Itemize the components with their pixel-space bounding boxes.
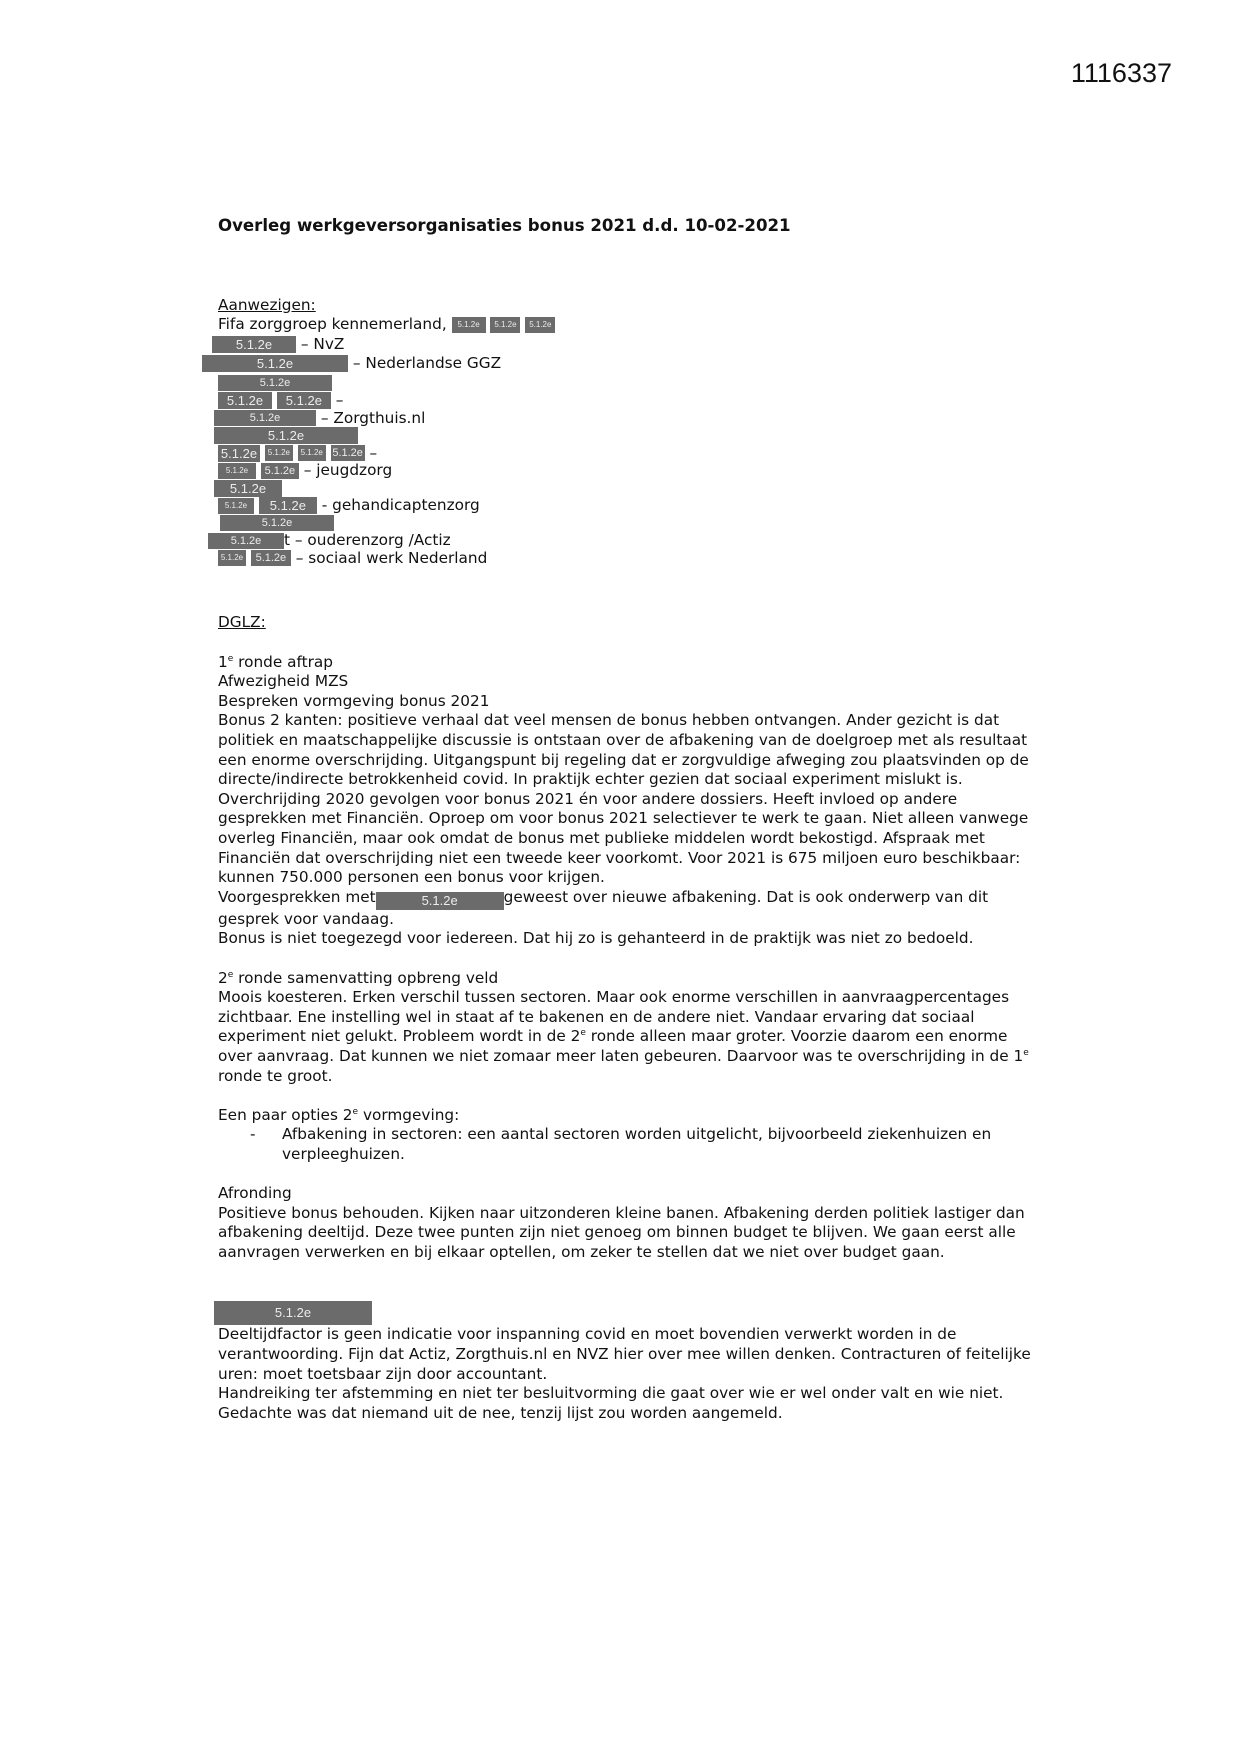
attendee-line: [218, 461, 1038, 479]
redaction-box: 5.1.2e: [218, 445, 260, 462]
dglz-paragraph: Overchrijding 2020 gevolgen voor bonus 2021 én voor andere dossiers. Heeft invloed op andere gesprekken met Financiën. Oproep om voor bonus 2021 selectiever te werk te gaan. Niet alleen vanwege overleg Financiën, maar ook omdat de bonus met publieke middelen wordt bekostigd. Afspraak met Financiën dat overschrijding niet een tweede keer voorkomt. Voor 2021 is 675 miljoen euro beschikbaar: kunnen 750.000 personen een bonus voor krijgen.: [218, 789, 1029, 887]
dglz-paragraph: Bonus is niet toegezegd voor iedereen. Dat hij zo is gehanteerd in de praktijk was niet zo bedoeld.: [218, 929, 974, 948]
redacted-speaker-section: [218, 1301, 1038, 1423]
redaction-box: 5.1.2e: [218, 392, 272, 409]
attendee-line: [218, 409, 1038, 427]
attendee-line: [218, 514, 1038, 532]
closing-section: [218, 1184, 1038, 1262]
options-section: [218, 1106, 1038, 1165]
dglz-absence: Afwezigheid MZS: [218, 672, 349, 691]
attendee-text: - gehandicaptenzorg: [321, 496, 480, 515]
dglz-section: [218, 613, 1038, 949]
redaction-box: 5.1.2e: [208, 533, 284, 549]
redaction-box: 5.1.2e: [218, 550, 246, 566]
list-item: - Afbakening in sectoren: een aantal sectoren worden uitgelicht, bijvoorbeeld ziekenhuizen en verpleeghuizen.: [218, 1125, 1038, 1164]
redaction-box: 5.1.2e: [452, 317, 486, 333]
redaction-box: 5.1.2e: [332, 447, 363, 460]
redaction-box: 5.1.2e: [212, 336, 296, 353]
redaction-box: 5.1.2e: [261, 463, 299, 479]
round2-heading: 2e ronde samenvatting opbreng veld: [218, 968, 499, 987]
attendee-text: – ouderenzorg /Actiz: [294, 531, 451, 550]
dglz-paragraph: Voorgesprekken met 5.1.2e geweest over nieuwe afbakening. Dat is ook onderwerp van dit gesprek voor vandaag.: [218, 887, 989, 928]
redaction-box: 5.1.2e: [277, 392, 331, 409]
dglz-discuss: Bespreken vormgeving bonus 2021: [218, 691, 490, 710]
attendee-text: –: [335, 391, 344, 410]
document-number: 1116337: [1070, 58, 1172, 88]
round2-paragraph: Moois koesteren. Erken verschil tussen sectoren. Maar ook enorme verschillen in aanvraagpercentages zichtbaar. Ene instelling wel in staat af te bakenen en de andere niet. Vandaar ervaring dat sociaal experiment niet gelukt. Probleem wordt in de 2e ronde alleen maar groter. Voorzie daarom een enorme over aanvraag. Dat kunnen we niet zomaar meer laten gebeuren. Daarvoor was te overschrijding in de 1e ronde te groot.: [218, 988, 1029, 1085]
attendee-line: [218, 531, 1038, 549]
round2-section: [218, 969, 1038, 1087]
section-paragraph: Deeltijdfactor is geen indicatie voor inspanning covid en moet bovendien verwerkt worden in de verantwoording. Fijn dat Actiz, Zorgthuis.nl en NVZ hier over mee willen denken. Contracturen of feitelijke uren: moet toetsbaar zijn door accountant.: [218, 1325, 1031, 1383]
redaction-box: 5.1.2e: [214, 427, 358, 444]
attendee-line: [218, 391, 1038, 409]
redaction-box: 5.1.2e: [214, 480, 282, 497]
dglz-heading: DGLZ:: [218, 613, 266, 632]
attendee-text: Fifa zorggroep kennemerland,: [218, 315, 447, 334]
attendee-line: [218, 549, 1038, 567]
redaction-box: 5.1.2e: [259, 497, 317, 514]
redaction-box: 5.1.2e: [218, 463, 256, 479]
closing-paragraph: Positieve bonus behouden. Kijken naar uitzonderen kleine banen. Afbakening derden politiek lastiger dan afbakening deeltijd. Deze twee punten zijn niet genoeg om binnen budget te blijven. We gaan eerst alle aanvragen verwerken en bij elkaar optellen, om zeker te stellen dat we niet over budget gaan.: [218, 1203, 1025, 1261]
document-body: [218, 216, 1038, 1423]
attendee-line: [218, 335, 1038, 355]
redaction-box: 5.1.2e: [490, 317, 520, 333]
document-title: Overleg werkgeversorganisaties bonus 2021 d.d. 10-02-2021: [218, 216, 791, 235]
attendee-text: t: [284, 531, 290, 550]
attendee-text: – Nederlandse GGZ: [352, 354, 502, 373]
attendee-line: [218, 374, 1038, 392]
section-paragraph: Handreiking ter afstemming en niet ter besluitvorming die gaat over wie er wel onder valt en wie niet. Gedachte was dat niemand uit de nee, tenzij lijst zou worden aangemeld.: [218, 1384, 1004, 1422]
redaction-box: 5.1.2e: [202, 355, 348, 372]
redaction-box: 5.1.2e: [214, 410, 316, 426]
attendees-section: [218, 296, 1038, 567]
redaction-box: 5.1.2e: [218, 498, 254, 514]
redaction-box: 5.1.2e: [214, 1301, 372, 1325]
dglz-paragraph: Bonus 2 kanten: positieve verhaal dat veel mensen de bonus hebben ontvangen. Ander gezicht is dat politiek en maatschappelijke discussie is ontstaan over de afbakening van de doelgroep met als resultaat een enorme overschrijding. Uitgangspunt bij regeling dat er zorgvuldige afweging zou plaatsvinden op de directe/indirecte betrokkenheid covid. In praktijk echter gezien dat sociaal experiment mislukt is.: [218, 711, 1029, 789]
options-heading: Een paar opties 2e vormgeving:: [218, 1105, 460, 1124]
redaction-box: 5.1.2e: [218, 375, 332, 391]
dglz-round1: 1e ronde aftrap: [218, 652, 333, 671]
attendee-text: – Zorgthuis.nl: [320, 408, 426, 427]
attendee-text: – sociaal werk Nederland: [295, 548, 488, 567]
attendee-line: [218, 496, 1038, 514]
attendee-line: [218, 315, 1038, 335]
closing-heading: Afronding: [218, 1184, 292, 1203]
redaction-box: 5.1.2e: [251, 550, 291, 566]
redaction-box: 5.1.2e: [525, 317, 555, 333]
redacted-heading: [218, 1301, 1038, 1325]
redaction-box: 5.1.2e: [220, 515, 334, 531]
redaction-box: 5.1.2e: [265, 445, 293, 461]
attendee-line: [218, 479, 1038, 497]
attendee-line: [218, 426, 1038, 444]
attendee-text: – NvZ: [300, 334, 345, 353]
attendees-heading: Aanwezigen:: [218, 295, 316, 314]
redaction-box: 5.1.2e: [298, 445, 326, 461]
attendee-text: – jeugdzorg: [303, 461, 393, 480]
redaction-box: 5.1.2e: [376, 892, 504, 910]
attendee-line: [218, 444, 1038, 462]
attendee-line: [218, 354, 1038, 374]
options-list: [218, 1125, 1038, 1164]
attendee-text: –: [369, 443, 378, 462]
